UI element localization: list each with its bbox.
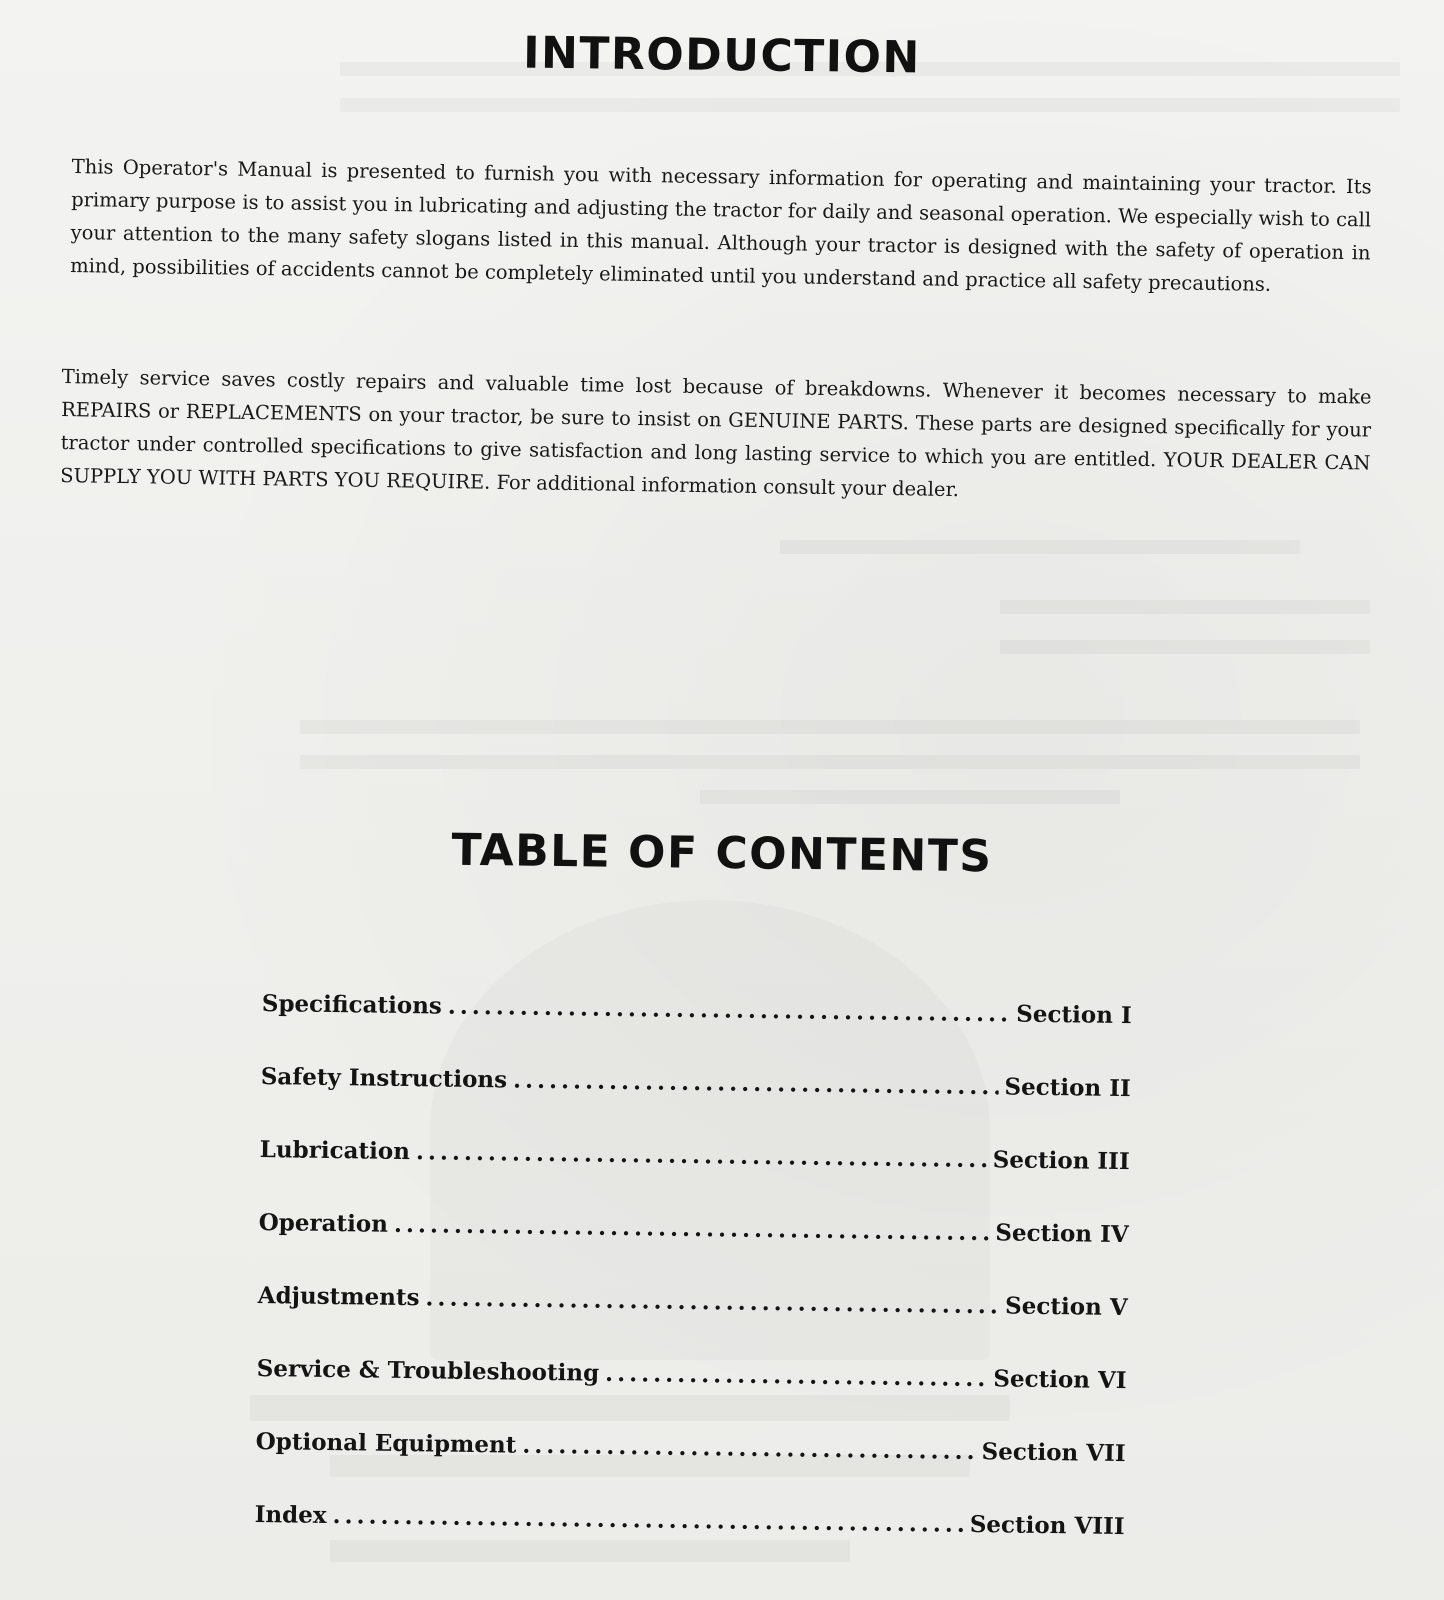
bleed-through-mark	[1000, 600, 1370, 614]
toc-entry-section: Section VII	[981, 1438, 1126, 1468]
table-of-contents-title: TABLE OF CONTENTS	[451, 824, 993, 883]
bleed-through-mark	[340, 98, 1400, 112]
toc-entry-label: Optional Equipment	[255, 1427, 517, 1459]
toc-entry	[260, 1063, 1131, 1148]
toc-entry-label: Service & Troubleshooting	[256, 1354, 600, 1387]
toc-entry-section: Section IV	[995, 1219, 1129, 1249]
toc-leader-dots	[522, 1432, 976, 1465]
bleed-through-mark	[780, 540, 1300, 554]
toc-entry-label: Adjustments	[257, 1281, 420, 1312]
toc-entry-section: Section I	[1016, 1000, 1132, 1030]
toc-entry-section: Section V	[1004, 1292, 1128, 1322]
introduction-paragraph: Timely service saves costly repairs and valuable time lost because of breakdowns. Whenever it becomes necessary to make REPAIRS or REPLACEMENTS on your tractor, be sure to insist on GENUINE PARTS. These parts are designed specifically for your tractor under controlled specifications to give satisfaction and long lasting service to which you are entitled. YOUR DEALER CAN SUPPLY YOU WITH PARTS YOU REQUIRE. For additional information consult your dealer.	[60, 364, 1372, 502]
toc-entry-label: Safety Instructions	[260, 1062, 508, 1094]
toc-entry-section: Section VI	[993, 1365, 1127, 1395]
toc-entry	[256, 1355, 1127, 1440]
toc-entry-section: Section III	[992, 1146, 1130, 1176]
toc-entry	[259, 1136, 1130, 1221]
toc-entry-label: Index	[254, 1500, 327, 1529]
toc-entry-label: Specifications	[261, 990, 443, 1020]
table-of-contents	[254, 990, 1132, 1586]
toc-entry	[255, 1428, 1126, 1513]
introduction-title: INTRODUCTION	[522, 27, 922, 84]
toc-entry-label: Operation	[258, 1208, 389, 1238]
toc-entry-section: Section VIII	[969, 1510, 1125, 1541]
toc-entry	[254, 1501, 1125, 1586]
bleed-through-mark	[1000, 640, 1370, 654]
bleed-through-mark	[700, 790, 1120, 804]
bleed-through-mark	[300, 720, 1360, 734]
toc-leader-dots	[605, 1360, 988, 1392]
bleed-through-mark	[300, 755, 1360, 769]
toc-entry-label: Lubrication	[259, 1135, 411, 1166]
toc-entry	[258, 1209, 1129, 1294]
introduction-paragraph: This Operator's Manual is presented to furnish you with necessary information for operating and maintaining your tractor. Its primary purpose is to assist you in lubricating and adjusting the tractor for daily and seasonal operation. We especially wish to call your attention to the many safety slogans listed in this manual. Although your tractor is designed with the safety of operation in mind, possibilities of accidents cannot be completely eliminated until you understand and practice all safety precautions.	[70, 154, 1372, 296]
toc-leader-dots	[513, 1067, 999, 1101]
toc-entry-section: Section II	[1004, 1073, 1131, 1103]
toc-entry	[257, 1282, 1128, 1367]
toc-entry	[261, 990, 1132, 1075]
